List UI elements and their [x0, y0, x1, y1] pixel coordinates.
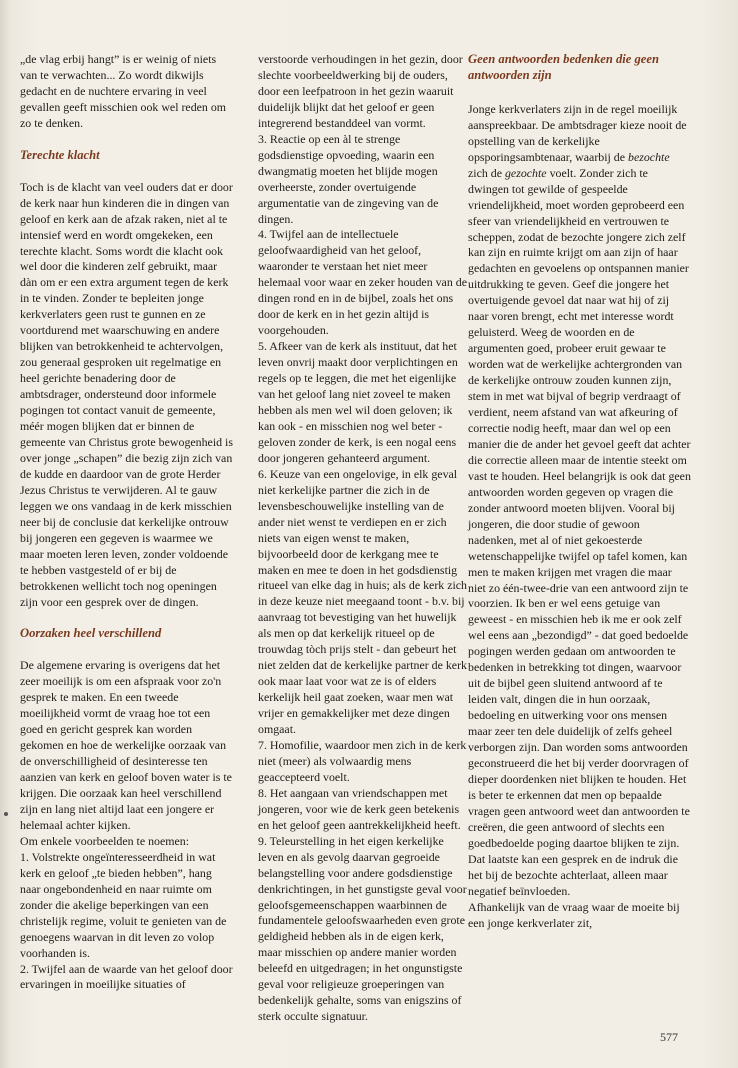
list-item-9: 9. Teleurstelling in het eigen kerkelijke leven en als gevolg daarvan gegroeide belangstelling voor andere godsdienstige denkrichtingen, in het gunstigste geval voor geloofsgemeenschappen waarbinnen de fundamentele geloofswaarheden even grote geldigheid hebben als in de eigen kerk, maar misschien op andere manier worden beleefd en uitgedragen; in het ongunstigste geval voor religieuze groeperingen van bedenkelijk gehalte, soms van enigszins of sterk occulte signatuur.	[258, 833, 467, 1024]
list-item-7: 7. Homofilie, waardoor men zich in de kerk niet (meer) als volwaardig mens geaccepteerd voelt.	[258, 737, 467, 784]
heading-line-1: Geen antwoorden bedenken die geen	[468, 52, 659, 66]
list-item-2-continued: verstoorde verhoudingen in het gezin, door slechte voorbeeldwerking bij de ouders, door een leefpatroon in het gezin waaruit duidelijk blijkt dat het geloof er geen integrerend bestanddeel van vormt.	[258, 52, 463, 130]
paragraph-terechte-klacht: Toch is de klacht van veel ouders dat er door de kerk naar hun kinderen die in dingen van geloof en kerk aan de afzak raken, niet al te intensief werd en wordt omgekeken, een terechte klacht. Soms wordt die klacht ook wel door die kinderen zelf gebruikt, maar dàn om er een extra argument tegen de kerk in te vinden. Zonder te bepleiten jonge kerkverlaters geen rust te gunnen en ze voortdurend met waarschuwing en andere blijken van betrokkenheid te achtervolgen, zou generaal gesproken uit regelmatige en heel gerichte benadering door de ambtsdrager, ondersteund door informele pogingen tot contact vanuit de gemeente, méér mogen blijken dat er binnen de gemeente van Christus grote bewogenheid is over jonge „schapen” die bezig zijn zich van de kudde en daardoor van de grote Herder Jezus Christus te verwijderen. Al te gauw leggen we ons vandaag in de kerk misschien neer bij de conclusie dat kerkelijke ontrouw bij jongeren een gegeven is waarmee we maar moeten leren leven, zonder voldoende te hebben vastgesteld of er bij de betrokkenen wellicht toch nog openingen zijn voor een gesprek over de dingen.	[20, 179, 233, 609]
list-item-2: 2. Twijfel aan de waarde van het geloof door ervaringen in moeilijke situaties of	[20, 961, 233, 992]
emphasis-gezochte: gezochte	[504, 165, 547, 180]
paragraph-jonge-kerkverlaters: Jonge kerkverlaters zijn in de regel moeilijk aanspreekbaar. De ambtsdrager kieze nooit de opstelling van de kerkelijke opsporingsambtenaar, waarbij de bezochte zich de gezochte voelt. Zonder zich te dwingen tot gewilde of gespeelde vriendelijkheid, moet worden geprobeerd een sfeer van vriendelijkheid en vertrouwen te scheppen, zodat de bezochte jongere zich zelf kan zijn en ruimte krijgt om aan zijn of haar gedachten en gevoelens op ontspannen manier uitdrukking te geven. Geef die jongere het overtuigende gevoel dat naar wat hij of zij naar voren brengt, echt met interesse wordt geluisterd. Weeg de woorden en de argumenten goed, probeer eruit gewaar te worden wat de werkelijke achtergronden van de kerkelijke ontrouw zouden kunnen zijn, stem in met wat bijval of begrip verdraagt of verdient, neem afstand van wat afkeuring of correctie nodig heeft, maar dan wel op een manier die de ander het gevoel geeft dat achter die correctie alleen maar de intentie steekt om vast te houden. Heel belangrijk is ook dat geen antwoorden worden gegeven op vragen die zonder antwoord moeten blijven. Vooral bij jongeren, die door studie of gewoon nadenken, met al of niet gekoesterde wetenschappelijke twijfel op tafel komen, kan men te maken krijgen met vragen die maar niet zo één-twee-drie van een antwoord zijn te voorzien. Ik ben er wel eens getuige van geweest - en misschien heb ik me er ook zelf wel eens aan „bezondigd” - dat goed bedoelde pogingen werden gedaan om antwoorden te bedenken in betrekking tot dingen, waarvoor uit de bijbel geen sluitend antwoord af te leiden valt, dingen die in hun oorzaak, bedoeling en uitwerking voor ons mensen maar zeer ten dele duidelijk of zelfs geheel verborgen zijn. Dan worden soms antwoorden geconstrueerd die het bij verder doorvragen of dieper doordenken niet blijken te houden. Het is beter te erkennen dat men op bepaalde vragen geen antwoord weet dan antwoorden te creëren, die geen antwoord of slechts een goedbedoelde poging daartoe blijken te zijn. Dat laatste kan een gesprek en de indruk die het bij de bezochte achterlaat, alleen maar negatief beïnvloeden.	[468, 101, 691, 898]
intro-paragraph: „de vlag erbij hangt” is er weinig of niets van te verwachten... Zo wordt dikwijls gedacht en de nuchtere ervaring in veel gevallen geeft misschien ook wel reden om zo te denken.	[20, 52, 227, 130]
paragraph-voorbeelden: Om enkele voorbeelden te noemen:	[20, 833, 190, 848]
heading-line-2: antwoorden zijn	[468, 67, 552, 82]
list-item-5: 5. Afkeer van de kerk als instituut, dat het leven onvrij maakt door verplichtingen en regels op te leggen, die met het eigenlijke van het geloof lang niet zoveel te maken hebben als men wel wil doen geloven; ik kan ook - en misschien nog wel beter - geloven zonder de kerk, is een nogal eens door jongeren gehanteerd argument.	[258, 339, 458, 465]
column-left	[20, 52, 233, 993]
list-item-6: 6. Keuze van een ongelovige, in elk geval niet kerkelijke partner die zich in de levensbeschouwelijke instelling van de ander niet wenst te verdiepen en er zich niets van eigen wenst te maken, bijvoorbeeld door de kerkgang mee te maken en mee te doen in het godsdienstig ritueel van elke dag in huis; als de kerk zich in deze keuze niet meegaand toont - b.v. bij aanvraag tot bevestiging van het huwelijk als men op dat kerkelijk ritueel op de trouwdag tòch prijs stelt - dan gebeurt het niet zelden dat de kerkelijke partner de kerk ook maar laat voor wat ze is of elders kerkelijk heil gaat zoeken, waar men wat vrijer en gemakkelijker met deze dingen omgaat.	[258, 466, 468, 737]
paragraph-afhankelijk: Afhankelijk van de vraag waar de moeite bij een jonge kerkverlater zit,	[468, 899, 680, 930]
column-right	[468, 52, 691, 931]
page-number: 577	[660, 1030, 678, 1044]
margin-mark	[4, 812, 8, 816]
list-item-4: 4. Twijfel aan de intellectuele geloofwaardigheid van het geloof, waaronder te verstaan het niet meer helemaal voor waar en zeker houden van de dingen rond en in de bijbel, zoals het ons door de kerk en in het gezin altijd is voorgehouden.	[258, 227, 467, 338]
column-middle	[258, 52, 467, 1025]
heading-oorzaken: Oorzaken heel verschillend	[20, 626, 162, 641]
list-item-8: 8. Het aangaan van vriendschappen met jongeren, voor wie de kerk geen betekenis en het geloof geen aantrekkelijkheid heeft.	[258, 785, 461, 832]
paragraph-oorzaken: De algemene ervaring is overigens dat het zeer moeilijk is om een afspraak voor zo'n gesprek te maken. En een tweede moeilijkheid vormt de vraag hoe tot een goed en gericht gesprek kan worden gekomen en hoe de werkelijke oorzaak van de onverschilligheid of desinteresse ten aanzien van kerk en geloof boven water is te krijgen. Die oorzaak kan heel verschillend zijn en lang niet altijd laat een jongere er helemaal achter kijken.	[20, 658, 232, 832]
heading-terechte-klacht: Terechte klacht	[20, 147, 100, 162]
list-item-3: 3. Reactie op een àl te strenge godsdienstige opvoeding, waarin een dwangmatig moeten het blijde mogen overheerste, zonder overtuigende argumentatie van de zingeving van de dingen.	[258, 131, 439, 226]
list-item-1: 1. Volstrekte ongeïnteresseerdheid in wat kerk en geloof „te bieden hebben”, hang naar ongebondenheid en naar ruimte om zonder die akelige beperkingen van een christelijk regime, voluit te genieten van de genoegens waarvan in dit leven zo volop voorhanden is.	[20, 849, 227, 960]
emphasis-bezochte: bezochte	[628, 149, 670, 164]
heading-geen-antwoorden	[468, 52, 691, 84]
